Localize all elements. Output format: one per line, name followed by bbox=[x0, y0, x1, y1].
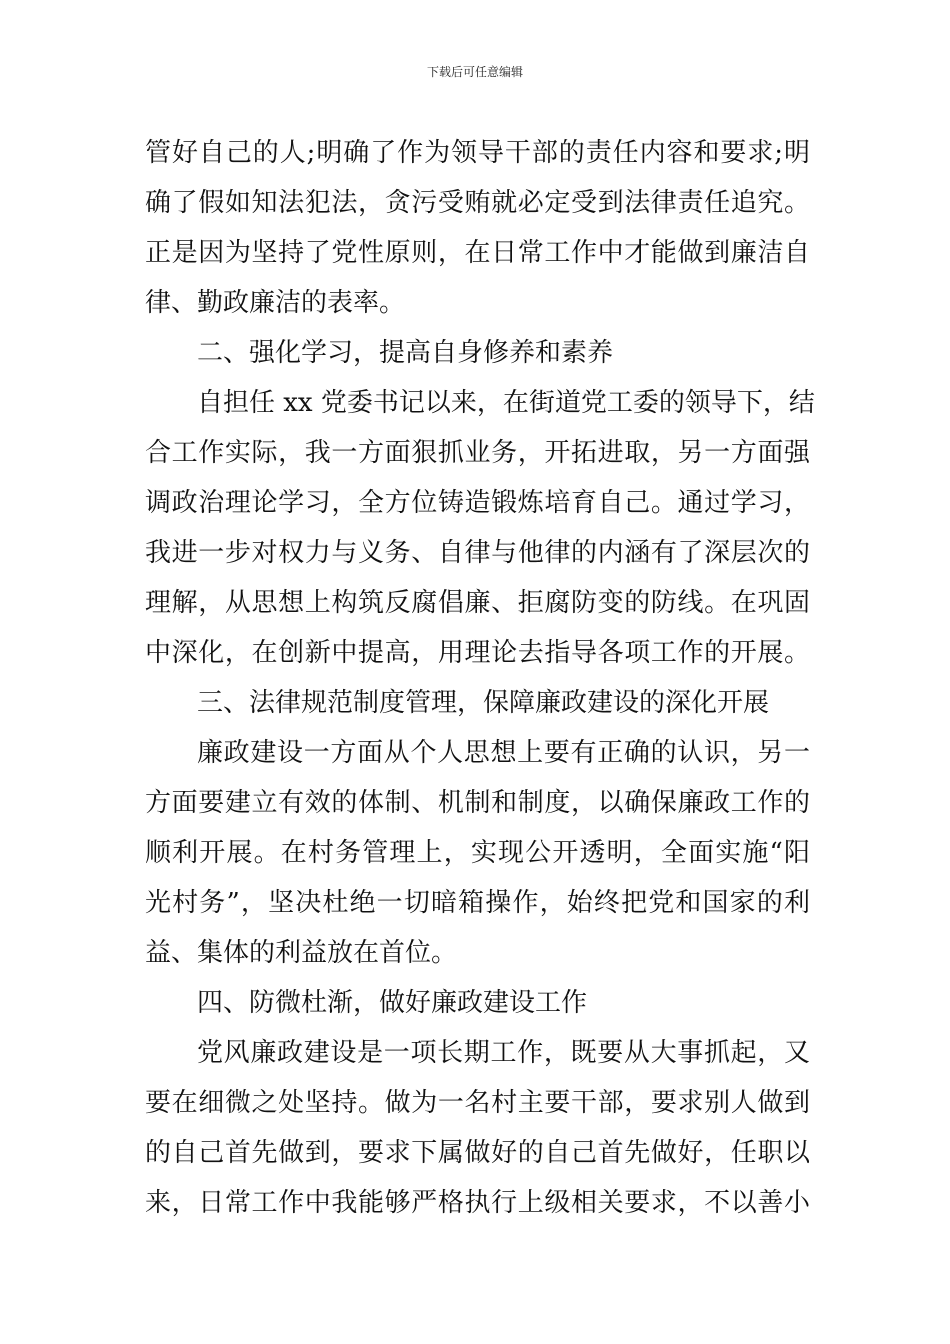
text-line: 要在细微之处坚持。做为一名村主要干部，要求别人做到 bbox=[145, 1088, 810, 1118]
text-line: 我进一步对权力与义务、自律与他律的内涵有了深层次的 bbox=[145, 538, 810, 568]
text-line: 调政治理论学习，全方位铸造锻炼培育自己。通过学习， bbox=[145, 488, 810, 518]
text-line: 合工作实际，我一方面狠抓业务，开拓进取，另一方面强 bbox=[145, 438, 810, 468]
text-line: 正是因为坚持了党性原则，在日常工作中才能做到廉洁自 bbox=[145, 238, 810, 268]
section-heading: 二、强化学习，提高自身修养和素养 bbox=[197, 338, 614, 368]
text-line: 律、勤政廉洁的表率。 bbox=[145, 288, 406, 318]
text-line: 中深化，在创新中提高，用理论去指导各项工作的开展。 bbox=[145, 638, 810, 668]
text-line: 方面要建立有效的体制、机制和制度，以确保廉政工作的 bbox=[145, 788, 810, 818]
text-line: 自担任 xx 党委书记以来，在街道党工委的领导下，结 bbox=[197, 388, 815, 418]
section-heading: 四、防微杜渐，做好廉政建设工作 bbox=[197, 988, 588, 1018]
document-body bbox=[145, 128, 815, 1228]
text-line: 确了假如知法犯法，贪污受贿就必定受到法律责任追究。 bbox=[145, 188, 810, 218]
text-line: 党风廉政建设是一项长期工作，既要从大事抓起，又 bbox=[197, 1038, 810, 1068]
text-line: 管好自己的人;明确了作为领导干部的责任内容和要求;明 bbox=[145, 138, 810, 168]
text-line: 来，日常工作中我能够严格执行上级相关要求，不以善小 bbox=[145, 1188, 810, 1218]
text-line: 益、集体的利益放在首位。 bbox=[145, 938, 458, 968]
text-line: 顺利开展。在村务管理上，实现公开透明，全面实施“阳 bbox=[145, 838, 810, 868]
page-header: 下载后可任意编辑 bbox=[426, 65, 523, 79]
text-line: 光村务”，坚决杜绝一切暗箱操作，始终把党和国家的利 bbox=[145, 888, 810, 918]
text-line: 理解，从思想上构筑反腐倡廉、拒腐防变的防线。在巩固 bbox=[145, 588, 810, 618]
text-line: 的自己首先做到，要求下属做好的自己首先做好，任职以 bbox=[145, 1138, 810, 1168]
text-line: 廉政建设一方面从个人思想上要有正确的认识，另一 bbox=[197, 738, 810, 768]
section-heading: 三、法律规范制度管理，保障廉政建设的深化开展 bbox=[197, 688, 770, 718]
